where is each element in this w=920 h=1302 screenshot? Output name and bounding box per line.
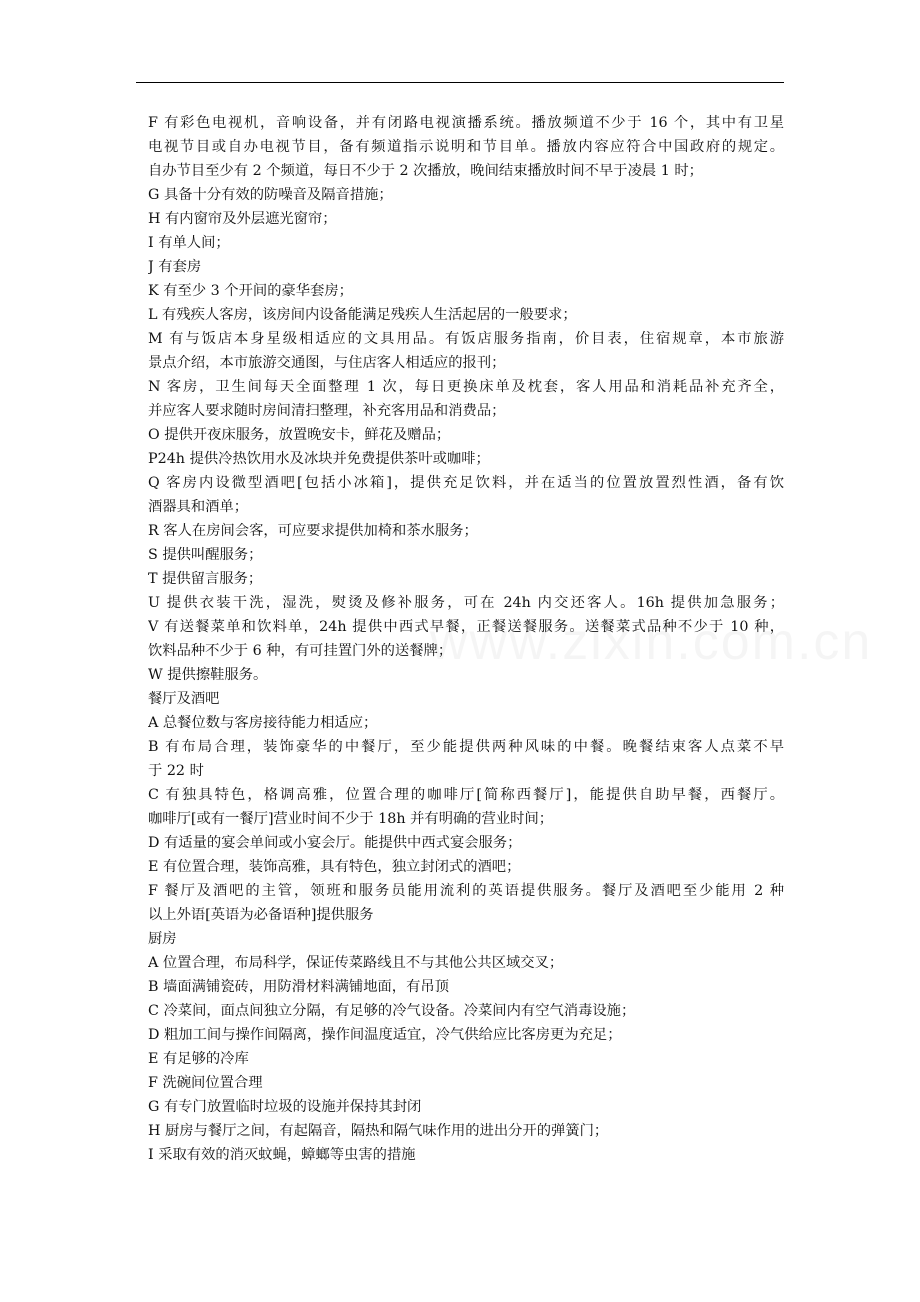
text-line: U 提供衣装干洗，湿洗，熨烫及修补服务，可在 24h 内交还客人。16h 提供加急服务；: [148, 595, 784, 611]
text-line: 景点介绍，本市旅游交通图，与住店客人相适应的报刊；: [148, 355, 506, 371]
text-line: W 提供擦鞋服务。: [148, 667, 268, 683]
text-line: E 有位置合理，装饰高雅，具有特色，独立封闭式的酒吧；: [148, 859, 521, 875]
text-line: 于 22 时: [148, 763, 204, 779]
text-line: J 有套房: [148, 259, 202, 275]
text-line: G 有专门放置临时垃圾的设施并保持其封闭: [148, 1099, 422, 1115]
text-line: 并应客人要求随时房间清扫整理，补充客用品和消费品；: [148, 403, 506, 419]
text-line: 酒器具和酒单；: [148, 499, 249, 515]
text-line: R 客人在房间会客，可应要求提供加椅和茶水服务；: [148, 523, 478, 539]
text-line: 咖啡厅[或有一餐厅]营业时间不少于 18h 并有明确的营业时间；: [148, 811, 554, 827]
text-line: 电视节目或自办电视节目，备有频道指示说明和节目单。播放内容应符合中国政府的规定。: [148, 139, 784, 155]
text-line: O 提供开夜床服务，放置晚安卡，鲜花及赠品；: [148, 427, 451, 443]
text-line: I 采取有效的消灭蚊蝇，蟑螂等虫害的措施: [148, 1147, 416, 1163]
text-line: D 粗加工间与操作间隔离，操作间温度适宜，冷气供给应比客房更为充足；: [148, 1027, 622, 1043]
text-line: 餐厅及酒吧: [148, 691, 220, 707]
text-line: 以上外语[英语为必备语种]提供服务: [148, 907, 374, 923]
text-line: F 洗碗间位置合理: [148, 1075, 263, 1091]
text-line: L 有残疾人客房，该房间内设备能满足残疾人生活起居的一般要求；: [148, 307, 577, 323]
text-line: K 有至少 3 个开间的豪华套房；: [148, 283, 353, 299]
text-line: S 提供叫醒服务；: [148, 547, 263, 563]
text-line: C 冷菜间，面点间独立分隔，有足够的冷气设备。冷菜间内有空气消毒设施；: [148, 1003, 636, 1019]
text-line: E 有足够的冷库: [148, 1051, 249, 1067]
text-line: 自办节目至少有 2 个频道，每日不少于 2 次播放，晚间结束播放时间不早于凌晨 1 时；: [148, 163, 703, 179]
text-line: T 提供留言服务；: [148, 571, 263, 587]
text-line: B 墙面满铺瓷砖，用防滑材料满铺地面，有吊顶: [148, 979, 449, 995]
text-line: A 位置合理，布局科学，保证传菜路线且不与其他公共区域交叉；: [148, 955, 564, 971]
header-rule: [136, 82, 784, 83]
text-line: N 客房，卫生间每天全面整理 1 次，每日更换床单及枕套，客人用品和消耗品补充齐全，: [148, 379, 784, 395]
text-line: 饮料品种不少于 6 种，有可挂置门外的送餐牌；: [148, 643, 453, 659]
text-line: F 有彩色电视机，音响设备，并有闭路电视演播系统。播放频道不少于 16 个，其中有卫星: [148, 115, 784, 131]
text-line: 厨房: [148, 931, 177, 947]
text-line: F 餐厅及酒吧的主管，领班和服务员能用流利的英语提供服务。餐厅及酒吧至少能用 2 种: [148, 883, 784, 899]
text-line: P24h 提供冷热饮用水及冰块并免费提供茶叶或咖啡；: [148, 451, 490, 467]
document-body: [148, 111, 784, 1167]
text-line: M 有与饭店本身星级相适应的文具用品。有饭店服务指南，价目表，住宿规章，本市旅游: [148, 331, 784, 347]
text-line: C 有独具特色，格调高雅，位置合理的咖啡厅[简称西餐厅]，能提供自助早餐，西餐厅。: [148, 787, 784, 803]
text-line: H 有内窗帘及外层遮光窗帘；: [148, 211, 337, 227]
text-line: D 有适量的宴会单间或小宴会厅。能提供中西式宴会服务；: [148, 835, 522, 851]
text-line: A 总餐位数与客房接待能力相适应；: [148, 715, 378, 731]
text-line: H 厨房与餐厅之间，有起隔音，隔热和隔气味作用的进出分开的弹簧门；: [148, 1123, 609, 1139]
text-line: I 有单人间；: [148, 235, 230, 251]
text-line: B 有布局合理，装饰豪华的中餐厅，至少能提供两种风味的中餐。晚餐结束客人点菜不早: [148, 739, 784, 755]
text-line: Q 客房内设微型酒吧[包括小冰箱]，提供充足饮料，并在适当的位置放置烈性酒，备有饮: [148, 475, 784, 491]
text-line: V 有送餐菜单和饮料单，24h 提供中西式早餐，正餐送餐服务。送餐菜式品种不少于 10 种，: [148, 619, 784, 635]
text-line: G 具备十分有效的防噪音及隔音措施；: [148, 187, 393, 203]
